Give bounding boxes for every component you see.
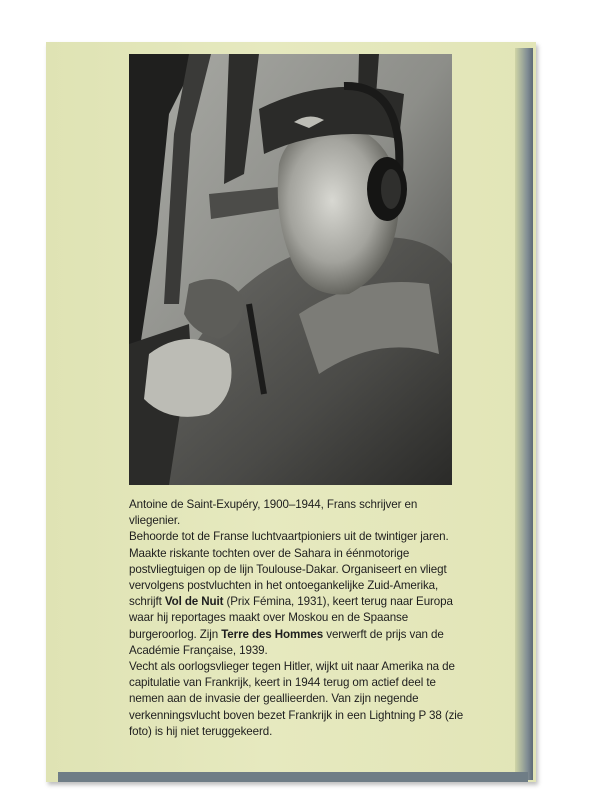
- biography-caption: [129, 497, 469, 740]
- pilot-photo: [129, 54, 452, 485]
- caption-text: (Prix Fémina, 1931), keert terug naar Europa waar hij reportages maakt over Moskou en de Spaanse burgeroorlog. Zijn: [129, 595, 453, 641]
- pilot-photo-illustration: [129, 54, 452, 485]
- caption-intro: Antoine de Saint-Exupéry, 1900–1944, Frans schrijver en vliegenier.: [129, 498, 418, 528]
- caption-text: Behoorde tot de Franse luchtvaartpioniers uit de twintiger jaren. Maakte riskante tochten over de Sahara in éénmotorige postvliegtuigen op de lijn Toulouse-Dakar. Organiseert en vliegt vervolgens postvluchten in het ontoegankelijke Zuid-Amerika, schrijft: [129, 530, 449, 609]
- cover-edge: [515, 48, 533, 780]
- caption-paragraph-career: [129, 529, 469, 659]
- caption-paragraph-war: Vecht als oorlogsvlieger tegen Hitler, wijkt uit naar Amerika na de capitulatie van Frankrijk, keert in 1944 terug om actief deel te nemen aan de invasie der geallieerden. Van zijn negende verkenningsvlucht boven bezet Frankrijk in een Lightning P 38 (zie foto) is hij niet teruggekeerd.: [129, 660, 464, 738]
- book-title-vol-de-nuit: Vol de Nuit: [164, 595, 224, 609]
- book-title-terre-des-hommes: Terre des Hommes: [221, 627, 324, 641]
- cover-bottom-edge: [58, 772, 528, 782]
- caption-text: verwerft de prijs van de Académie Française, 1939.: [129, 627, 444, 657]
